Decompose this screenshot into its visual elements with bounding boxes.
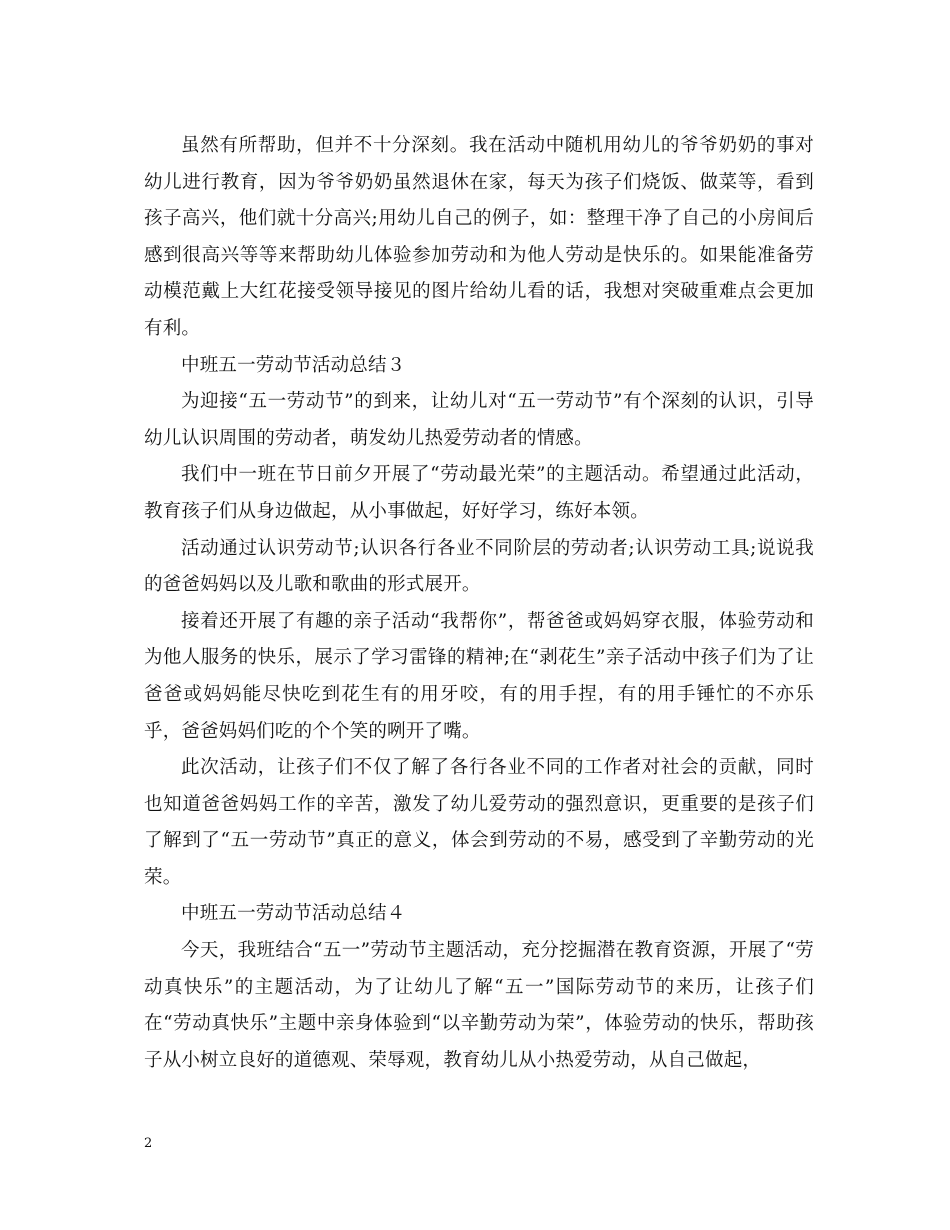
paragraph: 为迎接“五一劳动节”的到来，让幼儿对“五一劳动节”有个深刻的认识，引导幼儿认识周围的劳动者，萌发幼儿热爱劳动者的情感。 <box>144 391 814 449</box>
section-heading: 中班五一劳动节活动总结３ <box>181 354 406 376</box>
paragraph: 接着还开展了有趣的亲子活动“我帮你”，帮爸爸或妈妈穿衣服，体验劳动和为他人服务的快乐，展示了学习雷锋的精神;在“剥花生”亲子活动中孩子们为了让爸爸或妈妈能尽快吃到花生有的用牙咬，有的用手捏，有的用手锤忙的不亦乐乎，爸爸妈妈们吃的个个笑的咧开了嘴。 <box>144 610 814 742</box>
paragraph: 我们中一班在节日前夕开展了“劳动最光荣”的主题活动。希望通过此活动，教育孩子们从身边做起，从小事做起，好好学习，练好本领。 <box>144 464 814 522</box>
page-number: 2 <box>144 1136 153 1151</box>
paragraph: 此次活动，让孩子们不仅了解了各行各业不同的工作者对社会的贡献，同时也知道爸爸妈妈工作的辛苦，激发了幼儿爱劳动的强烈意识，更重要的是孩子们了解到了“五一劳动节”真正的意义，体会到劳动的不易，感受到了辛勤劳动的光荣。 <box>144 757 814 888</box>
section-heading: 中班五一劳动节活动总结４ <box>181 903 406 925</box>
paragraph: 今天，我班结合“五一”劳动节主题活动，充分挖掘潜在教育资源，开展了“劳动真快乐”的主题活动，为了让幼儿了解“五一”国际劳动节的来历，让孩子们在“劳动真快乐”主题中亲身体验到“以辛勤劳动为荣”，体验劳动的快乐，帮助孩子从小树立良好的道德观、荣辱观，教育幼儿从小热爱劳动，从自己做起， <box>144 940 814 1071</box>
paragraph: 活动通过认识劳动节;认识各行各业不同阶层的劳动者;认识劳动工具;说说我的爸爸妈妈以及儿歌和歌曲的形式展开。 <box>144 537 814 596</box>
paragraph: 虽然有所帮助，但并不十分深刻。我在活动中随机用幼儿的爷爷奶奶的事对幼儿进行教育，因为爷爷奶奶虽然退休在家，每天为孩子们烧饭、做菜等，看到孩子高兴，他们就十分高兴;用幼儿自己的例子，如：整理干净了自己的小房间后感到很高兴等等来帮助幼儿体验参加劳动和为他人劳动是快乐的。如果能准备劳动模范戴上大红花接受领导接见的图片给幼儿看的话，我想对突破重难点会更加有利。 <box>144 135 814 339</box>
document-body <box>144 128 814 1079</box>
